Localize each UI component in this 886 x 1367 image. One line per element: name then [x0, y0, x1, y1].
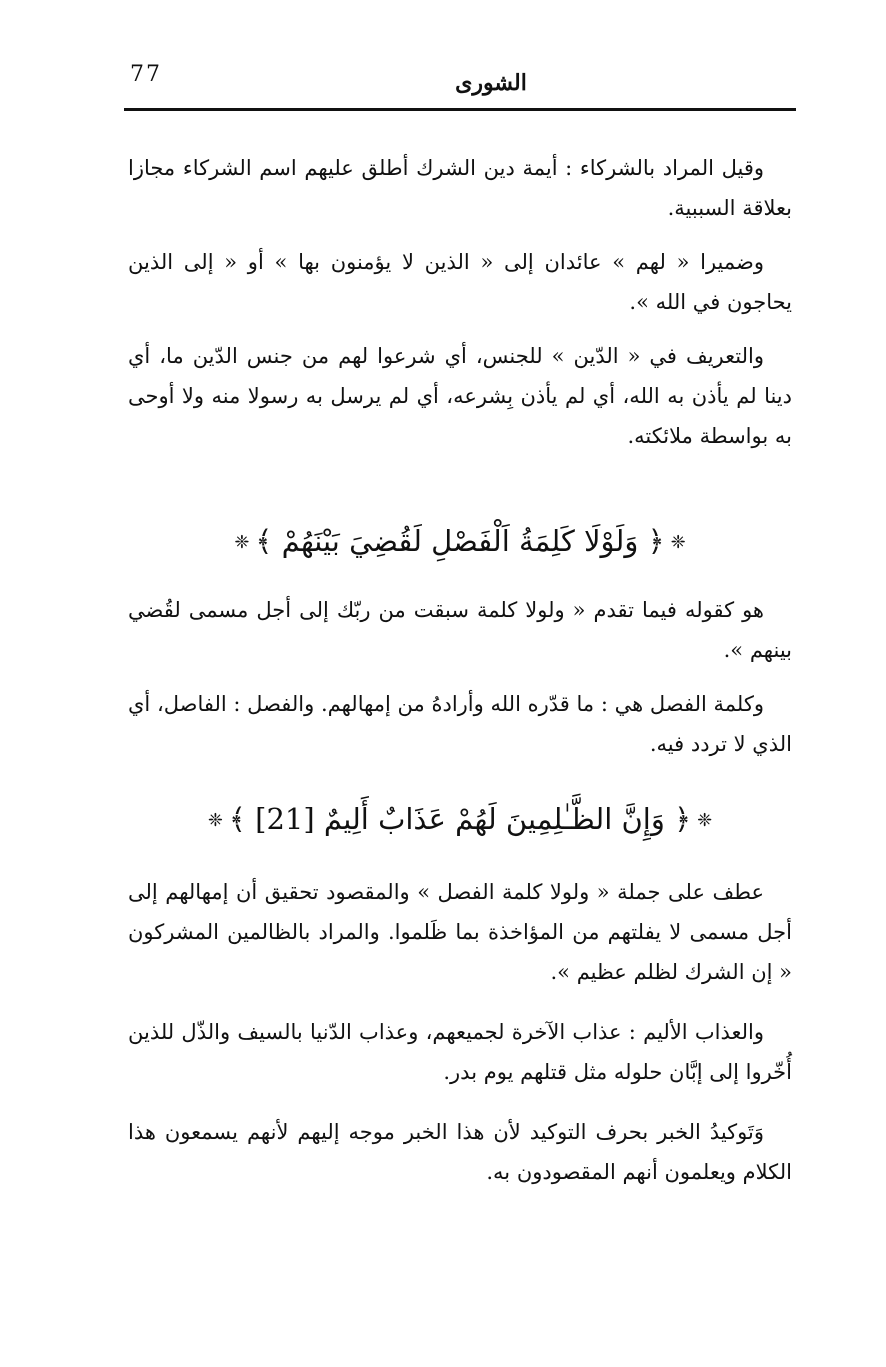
paragraph-3: والتعريف في « الدّين » للجنس، أي شرعوا لهم من جنس الدّين ما، أي دينا لم يأذن به الله، أي لم يأذن بِشرعه، أي لم يرسل به رسولا منه ولا أوحى به بواسطة ملائكته. — [128, 344, 792, 448]
verse-ornament-icon: ❈ — [670, 532, 686, 553]
verse-1-text: وَلَوْلَا كَلِمَةُ اَلْفَصْلِ لَقُضِيَ بَيْنَهُمْ — [281, 524, 639, 558]
paragraph-5: وكلمة الفصل هي : ما قدّره الله وأرادهُ من إمهالهم. والفصل : الفاصل، أي الذي لا تردد فيه. — [128, 692, 792, 756]
verse-ornament-icon: ❈ — [234, 532, 250, 553]
verse-bracket-open: ﴿ — [647, 524, 665, 558]
verse-ornament-icon: ❈ — [207, 810, 223, 831]
page-header — [128, 58, 794, 110]
paragraph-1: وقيل المراد بالشركاء : أيمة دين الشرك أطلق عليهم اسم الشركاء مجازا بعلاقة السببية. — [128, 156, 792, 220]
paragraph-4: هو كقوله فيما تقدم « ولولا كلمة سبقت من ربّك إلى أجل مسمى لقُضي بينهم ». — [128, 598, 792, 662]
running-title: الشورى — [455, 70, 527, 96]
page-number: 77 — [130, 62, 162, 87]
verse-ornament-icon: ❈ — [697, 810, 713, 831]
verse-2-text: وَإِنَّ الظَّـٰلِمِينَ لَهُمْ عَذَابٌ أَلِيمٌ [21] — [255, 802, 665, 836]
paragraph-2: وضميرا « لهم » عائدان إلى « الذين لا يؤمنون بها » أو « إلى الذين يحاجون في الله ». — [128, 250, 792, 314]
quran-verse-2 — [128, 794, 792, 846]
verse-bracket-close: ﴾ — [228, 802, 246, 836]
paragraph-8: وَتَوكيدُ الخبر بحرف التوكيد لأن هذا الخبر موجه إليهم لأنهم يسمعون هذا الكلام ويعلمون أنهم المقصودون به. — [128, 1120, 792, 1184]
verse-bracket-close: ﴾ — [255, 524, 273, 558]
paragraph-6: عطف على جملة « ولولا كلمة الفصل » والمقصود تحقيق أن إمهالهم إلى أجل مسمى لا يفلتهم من المؤاخذة بما ظَلموا. والمراد بالظالمين المشركون « إن الشرك لظلم عظيم ». — [128, 880, 792, 984]
page-body — [128, 148, 792, 1206]
quran-verse-1 — [128, 516, 792, 568]
paragraph-7: والعذاب الأليم : عذاب الآخرة لجميعهم، وعذاب الدّنيا بالسيف والذّل للذين أُخّروا إلى إبَّان حلوله مثل قتلهم يوم بدر. — [128, 1020, 792, 1084]
header-divider — [124, 108, 796, 111]
verse-bracket-open: ﴿ — [674, 802, 692, 836]
